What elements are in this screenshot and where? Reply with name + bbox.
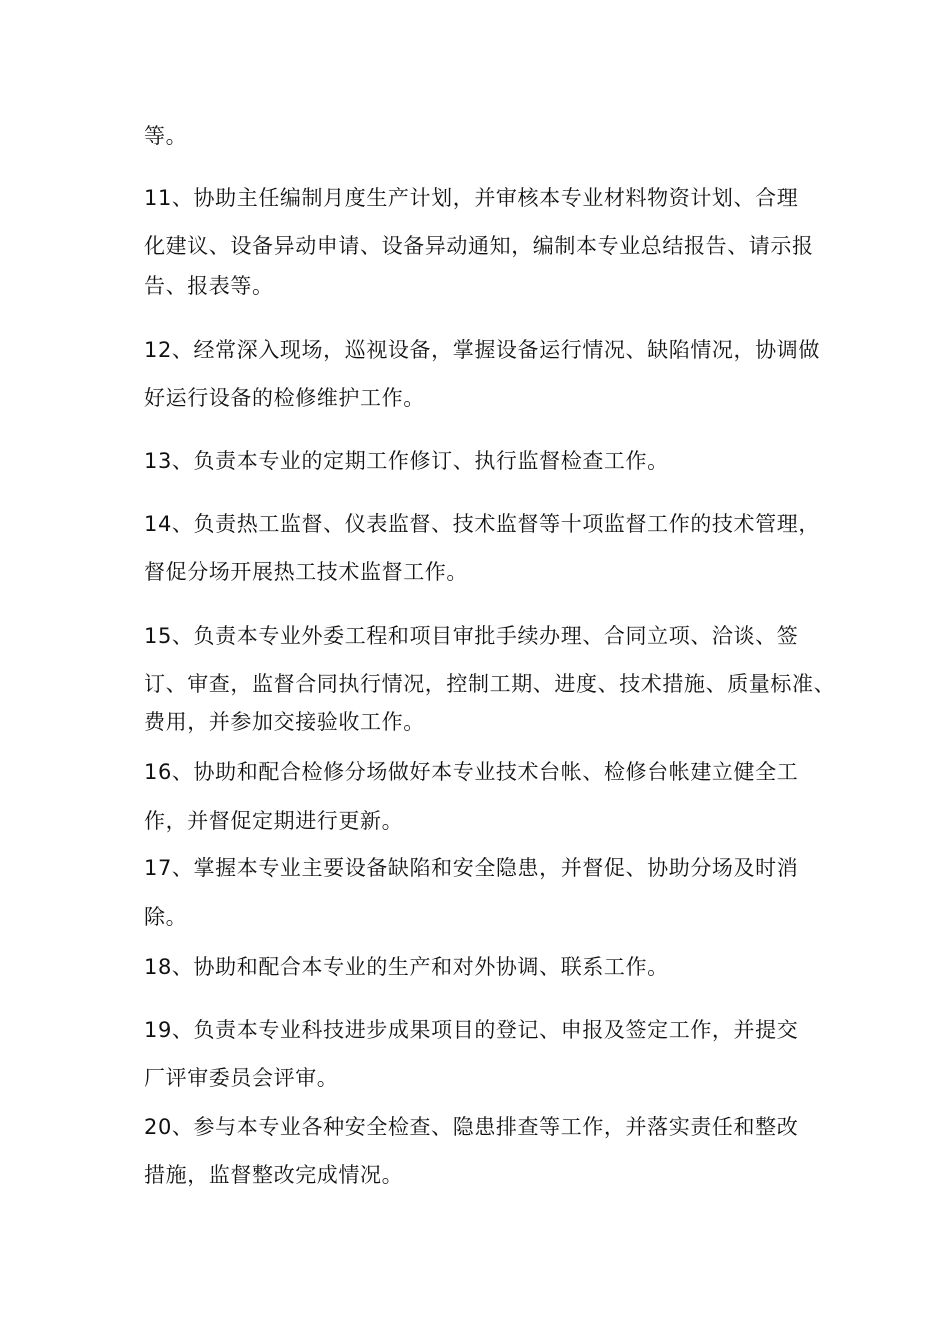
item-16-line-2: 作，并督促定期进行更新。 xyxy=(144,809,404,833)
item-12-line-2: 好运行设备的检修维护工作。 xyxy=(144,386,425,410)
item-16-line-1: 16、协助和配合检修分场做好本专业技术台帐、检修台帐建立健全工 xyxy=(144,760,799,784)
item-14-line-1: 14、负责热工监督、仪表监督、技术监督等十项监督工作的技术管理， xyxy=(144,512,820,536)
item-15-line-2: 订、审查，监督合同执行情况，控制工期、进度、技术措施、质量标准、 xyxy=(144,672,836,696)
item-15-line-3: 费用，并参加交接验收工作。 xyxy=(144,710,425,734)
text-line-continuation: 等。 xyxy=(144,124,188,148)
item-11-line-1: 11、协助主任编制月度生产计划，并审核本专业材料物资计划、合理 xyxy=(144,186,799,210)
item-19-line-2: 厂评审委员会评审。 xyxy=(144,1066,339,1090)
item-17-line-2: 除。 xyxy=(144,905,188,929)
item-14-line-2: 督促分场开展热工技术监督工作。 xyxy=(144,560,468,584)
item-11-line-2: 化建议、设备异动申请、设备异动通知，编制本专业总结报告、请示报 xyxy=(144,234,814,258)
item-12-line-1: 12、经常深入现场，巡视设备，掌握设备运行情况、缺陷情况，协调做 xyxy=(144,338,820,362)
item-17-line-1: 17、掌握本专业主要设备缺陷和安全隐患，并督促、协助分场及时消 xyxy=(144,856,799,880)
item-20-line-1: 20、参与本专业各种安全检查、隐患排查等工作，并落实责任和整改 xyxy=(144,1115,799,1139)
item-18-line-1: 18、协助和配合本专业的生产和对外协调、联系工作。 xyxy=(144,955,669,979)
item-11-line-3: 告、报表等。 xyxy=(144,274,274,298)
item-15-line-1: 15、负责本专业外委工程和项目审批手续办理、合同立项、洽谈、签 xyxy=(144,624,799,648)
item-13-line-1: 13、负责本专业的定期工作修订、执行监督检查工作。 xyxy=(144,449,669,473)
item-19-line-1: 19、负责本专业科技进步成果项目的登记、申报及签定工作，并提交 xyxy=(144,1018,799,1042)
item-20-line-2: 措施，监督整改完成情况。 xyxy=(144,1163,404,1187)
